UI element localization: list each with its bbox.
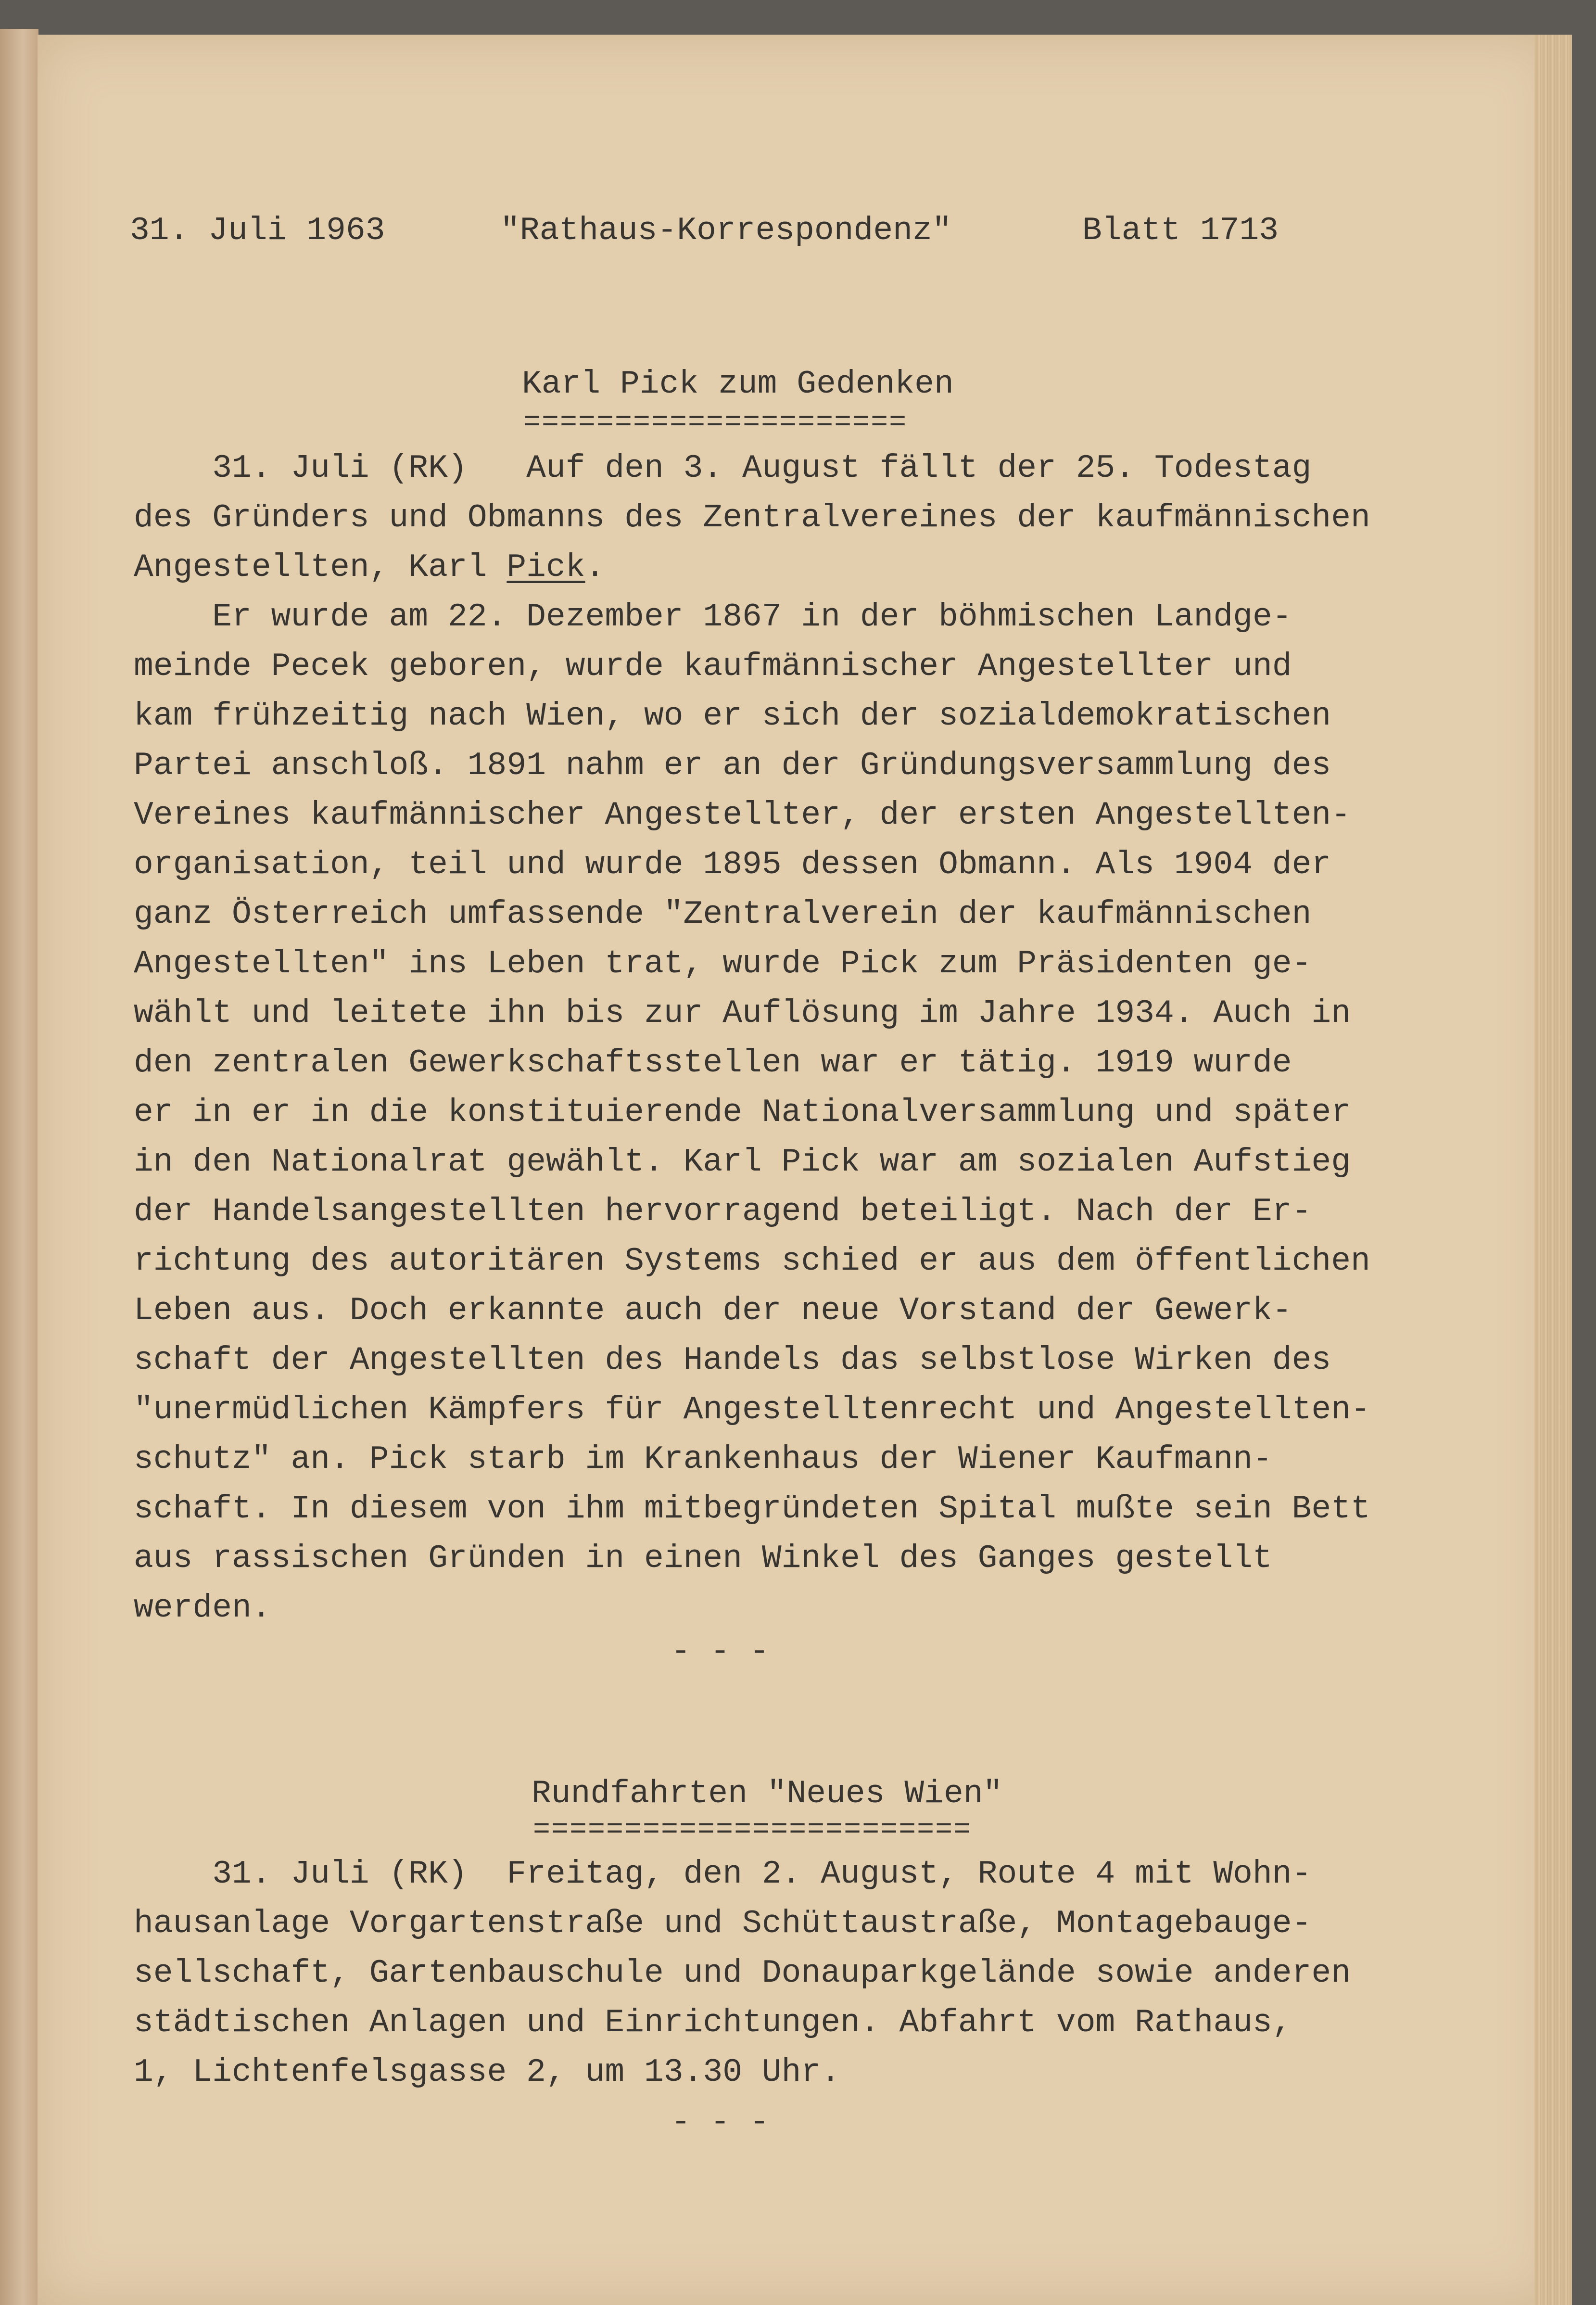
article1-line-17: richtung des autoritären Systems schied er aus dem öffentlichen [134,1243,1370,1280]
article1-line-20: "unermüdlichen Kämpfers für Angestelltenrecht und Angestellten- [134,1391,1370,1428]
article1-line-22: schaft. In diesem von ihm mitbegründeten Spital mußte sein Bett [134,1490,1370,1528]
article1-line-2: des Gründers und Obmanns des Zentralvereines der kaufmännischen [134,499,1370,536]
article2-line-3: sellschaft, Gartenbauschule und Donauparkgelände sowie anderen [134,1955,1351,1992]
article1-line-18: Leben aus. Doch erkannte auch der neue Vorstand der Gewerk- [134,1292,1292,1329]
article2-line-1: 31. Juli (RK) Freitag, den 2. August, Route 4 mit Wohn- [134,1856,1312,1893]
article2-title-rule: ======================== [533,1814,972,1847]
article1-line-14: er in er in die konstituierende Nationalversammlung und später [134,1094,1351,1131]
header-sheet-number: Blatt 1713 [1082,212,1279,249]
article1-line-6: kam frühzeitig nach Wien, wo er sich der sozialdemokratischen [134,698,1331,735]
article2-line-5: 1, Lichtenfelsgasse 2, um 13.30 Uhr. [134,2054,841,2091]
article1-line-19: schaft der Angestellten des Handels das selbstlose Wirken des [134,1342,1331,1379]
previous-page-edge [0,29,38,2305]
article2-separator: - - - [671,2104,770,2141]
article1-line-9: organisation, teil und wurde 1895 dessen Obmann. Als 1904 der [134,846,1331,883]
article1-line-1: 31. Juli (RK) Auf den 3. August fällt der 25. Todestag [134,450,1312,487]
article1-line-12: wählt und leitete ihn bis zur Auflösung im Jahre 1934. Auch in [134,995,1351,1032]
article1-separator: - - - [671,1633,770,1670]
article1-line-10: ganz Österreich umfassende "Zentralverein der kaufmännischen [134,896,1312,933]
article1-title-rule: ===================== [523,407,908,439]
header-date: 31. Juli 1963 [130,212,385,249]
article1-line-15: in den Nationalrat gewählt. Karl Pick war am sozialen Aufstieg [134,1144,1351,1181]
article2-title: Rundfahrten "Neues Wien" [532,1775,1003,1812]
header-publication: "Rathaus-Korrespondenz" [500,212,952,249]
article2-line-2: hausanlage Vorgartenstraße und Schüttaustraße, Montagebauge- [134,1905,1312,1942]
page-stack-edge [1534,35,1572,2305]
page-header [130,212,1294,253]
article1-line-7: Partei anschloß. 1891 nahm er an der Gründungsversammlung des [134,747,1331,784]
underlined-name: Pick [507,549,585,586]
article1-line-5: meinde Pecek geboren, wurde kaufmännischer Angestellter und [134,648,1292,685]
article2-line-4: städtischen Anlagen und Einrichtungen. Abfahrt vom Rathaus, [134,2004,1292,2041]
article1-line-24: werden. [134,1590,271,1627]
article1-line-3: Angestellten, Karl Pick. [134,549,605,586]
article1-line-8: Vereines kaufmännischer Angestellter, der ersten Angestellten- [134,797,1351,834]
article1-line-23: aus rassischen Gründen in einen Winkel des Ganges gestellt [134,1540,1272,1577]
article1-line-4: Er wurde am 22. Dezember 1867 in der böhmischen Landge- [134,599,1292,636]
article1-title: Karl Pick zum Gedenken [522,366,954,403]
article1-line-21: schutz" an. Pick starb im Krankenhaus der Wiener Kaufmann- [134,1441,1272,1478]
article1-line-16: der Handelsangestellten hervorragend beteiligt. Nach der Er- [134,1193,1312,1230]
article1-line-11: Angestellten" ins Leben trat, wurde Pick zum Präsidenten ge- [134,945,1312,982]
article1-line-13: den zentralen Gewerkschaftsstellen war er tätig. 1919 wurde [134,1044,1292,1082]
